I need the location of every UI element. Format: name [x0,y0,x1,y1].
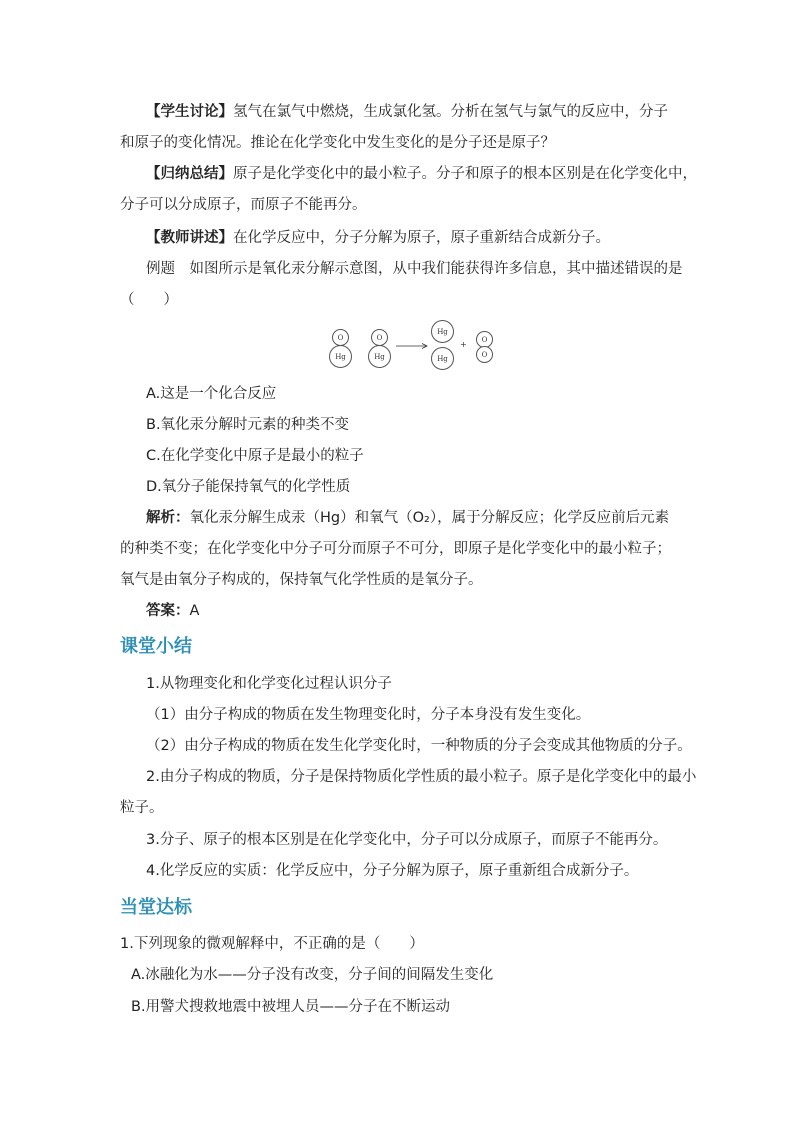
oxygen-atom: O [371,329,388,346]
reaction-arrow-icon [396,342,430,350]
analysis-line-3: 氧气是由氧分子构成的，保持氧气化学性质的是氧分子。 [120,572,483,588]
class-summary-item: 粒子。 [120,800,164,816]
teacher-line: 【教师讲述】在化学反应中，分子分解为原子，原子重新结合成新分子。 [146,230,610,246]
mercury-oxide-decomposition-diagram [320,318,500,374]
class-summary-item: （1）由分子构成的物质在发生物理变化时，分子本身没有发生变化。 [146,707,591,723]
answer-label: 答案： [146,603,190,619]
practice-option-b: B.用警犬搜救地震中被埋人员——分子在不断运动 [131,999,451,1015]
example-option-c: C.在化学变化中原子是最小的粒子 [146,448,364,464]
analysis-line-2: 的种类不变；在化学变化中分子可分而原子不可分，即原子是化学变化中的最小粒子； [120,541,671,557]
example-option-d: D.氧分子能保持氧气的化学性质 [146,479,351,495]
example-option-a: A.这是一个化合反应 [146,386,277,402]
discussion-tag: 【学生讨论】 [146,104,233,120]
analysis-label: 解析： [146,510,190,526]
mercury-atom: Hg [368,345,391,368]
discussion-line-1: 【学生讨论】氢气在氯气中燃烧，生成氯化氢。分析在氢气与氯气的反应中，分子 [146,104,668,120]
answer-line: 答案：A [146,603,200,619]
analysis-line-1: 解析：氧化汞分解生成汞（Hg）和氧气（O₂），属于分解反应；化学反应前后元素 [146,510,670,526]
summary-note-line-2: 分子可以分成原子，而原子不能再分。 [120,197,367,213]
summary-note-tag: 【归纳总结】 [146,166,233,182]
class-summary-item: 3.分子、原子的根本区别是在化学变化中，分子可以分成原子，而原子不能再分。 [146,832,668,848]
mercury-atom: Hg [431,320,454,343]
example-question: 例题 如图所示是氧化汞分解示意图，从中我们能获得许多信息，其中描述错误的是 [146,261,683,277]
mercury-atom: Hg [431,347,454,370]
class-summary-item: 4.化学反应的实质：化学反应中，分子分解为原子，原子重新组合成新分子。 [146,863,639,879]
oxygen-atom: O [476,331,493,348]
class-summary-item: （2）由分子构成的物质在发生化学变化时，一种物质的分子会变成其他物质的分子。 [146,738,692,754]
plus-sign: + [460,340,467,349]
teacher-tag: 【教师讲述】 [146,230,233,246]
class-summary-item: 2.由分子构成的物质，分子是保持物质化学性质的最小粒子。原子是化学变化中的最小 [146,769,697,785]
practice-option-a: A.冰融化为水——分子没有改变，分子间的间隔发生变化 [131,967,494,983]
mercury-atom: Hg [329,345,352,368]
discussion-line-2: 和原子的变化情况。推论在化学变化中发生变化的是分子还是原子？ [120,135,555,151]
practice-question-1: 1.下列现象的微观解释中，不正确的是（ ） [120,936,424,952]
practice-heading: 当堂达标 [120,897,192,918]
summary-note-line-1: 【归纳总结】原子是化学变化中的最小粒子。分子和原子的根本区别是在化学变化中， [146,166,697,182]
class-summary-item: 1.从物理变化和化学变化过程认识分子 [146,676,392,692]
class-summary-heading: 课堂小结 [120,636,192,657]
example-answer-blank: （ ） [120,292,178,308]
example-option-b: B.氧化汞分解时元素的种类不变 [146,417,350,433]
oxygen-atom: O [332,329,349,346]
oxygen-atom: O [476,346,493,363]
